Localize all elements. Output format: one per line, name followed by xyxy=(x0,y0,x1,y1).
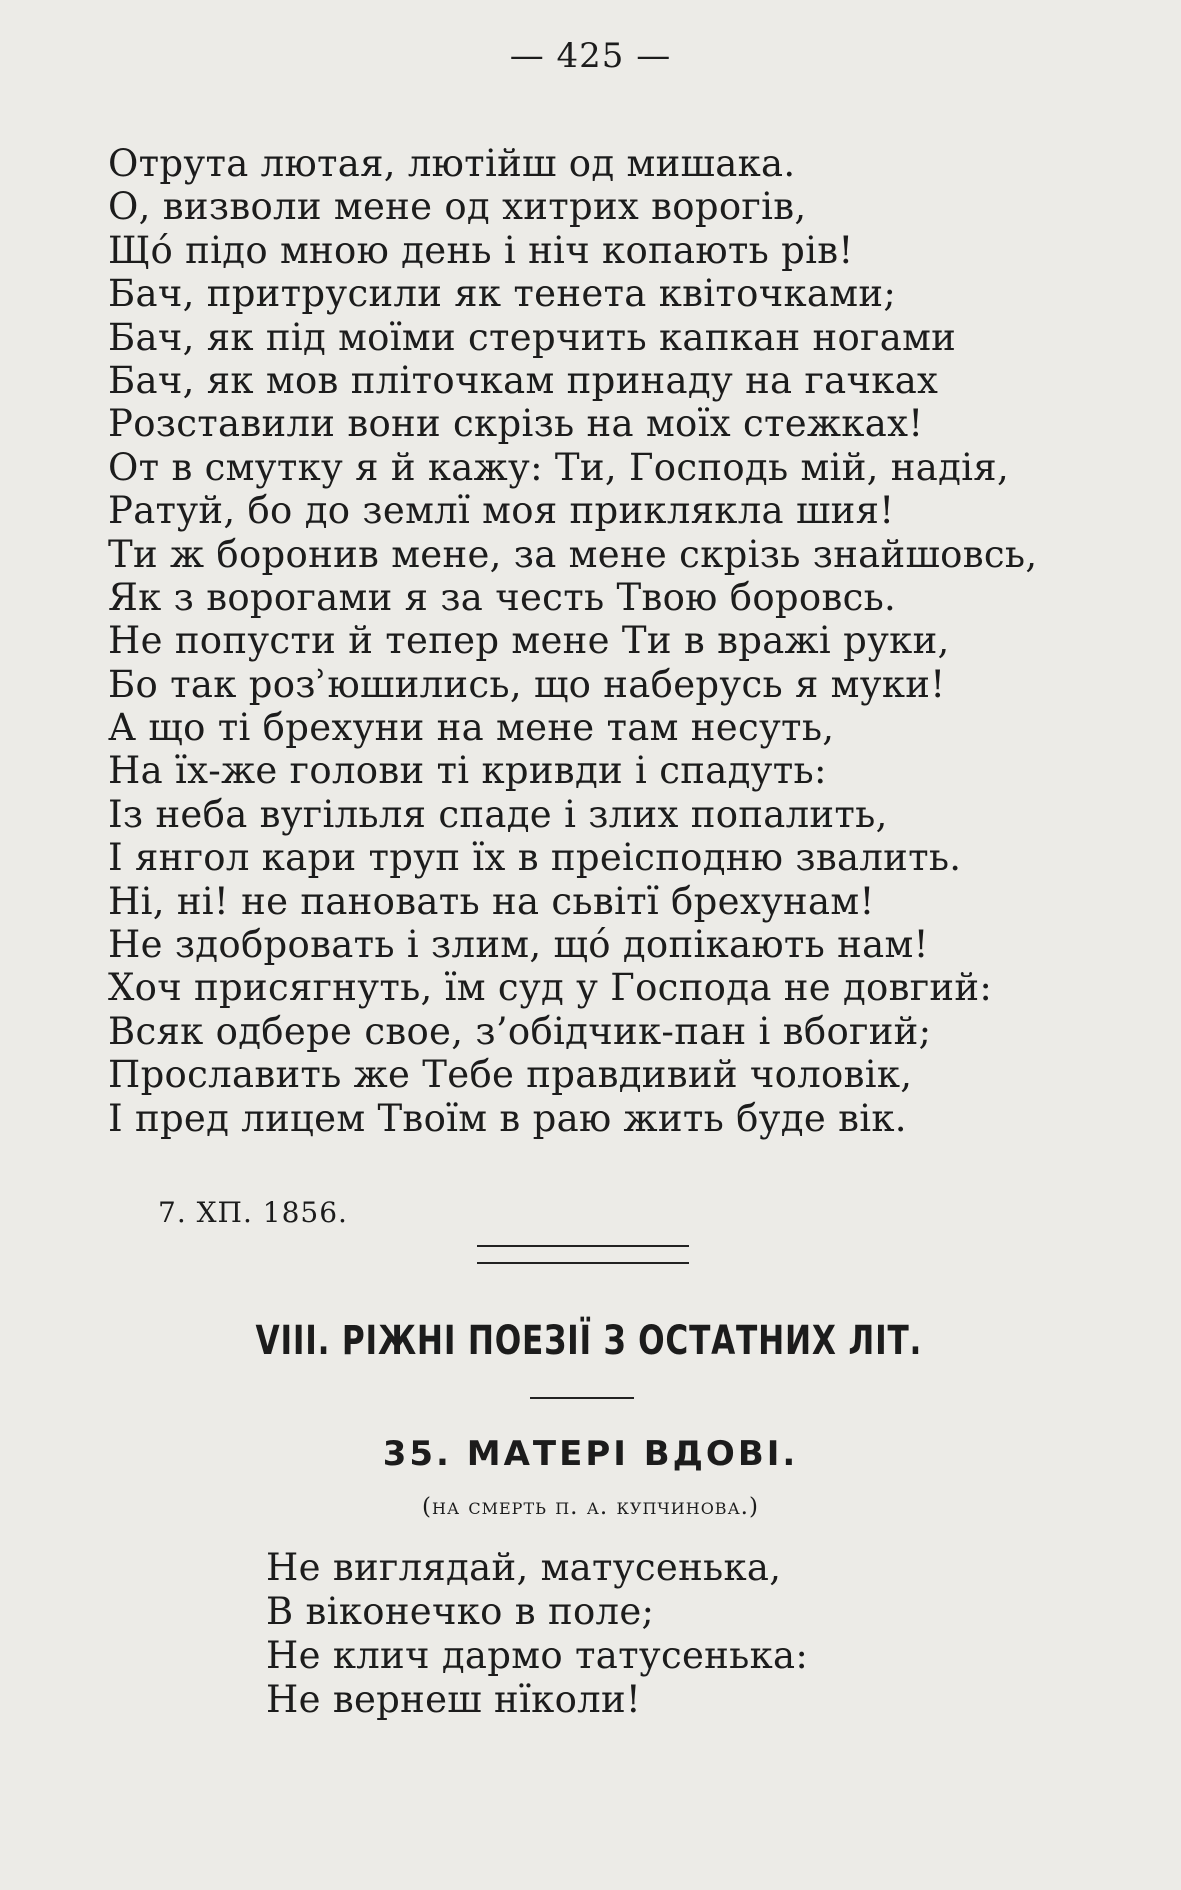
section-title: VIII. РІЖНІ ПОЕЗІЇ З ОСТАТНИХ ЛІТ. xyxy=(255,1318,923,1364)
poem-line: Бач, притрусили як тенета квіточками; xyxy=(108,272,897,316)
poem-line: Із неба вугільля спаде і злих попалить, xyxy=(108,792,888,836)
poem-line: О, визволи мене од хитрих ворогів, xyxy=(108,185,807,229)
poem-line: Розставили вони скрізь на моїх стежках! xyxy=(108,402,924,446)
poem-line: В віконечко в поле; xyxy=(266,1590,655,1633)
poem-line: Щó підо мною день і ніч копають рів! xyxy=(108,228,854,272)
poem-line: На їх-же голови ті кривди і спадуть: xyxy=(108,749,827,793)
poem-line: І янгол кари труп їх в преісподню звалить. xyxy=(108,836,962,880)
poem-line: Хоч присягнуть, їм суд у Господа не довгий: xyxy=(108,966,993,1010)
poem-line: От в смутку я й кажу: Ти, Господь мій, надія, xyxy=(108,445,1010,489)
poem-line: Ні, ні! не пановать на сьвітї брехунам! xyxy=(108,879,875,923)
poem-line: Прославить же Тебе правдивий чоловік, xyxy=(108,1053,913,1097)
poem-line: Не виглядай, матусенька, xyxy=(266,1546,782,1589)
poem-line: А що ті брехуни на мене там несуть, xyxy=(108,706,835,750)
poem-line: Бач, як під моїми стерчить капкан ногами xyxy=(108,315,957,359)
poem-date: 7. ХП. 1856. xyxy=(158,1196,348,1229)
poem-line: Як з ворогами я за честь Твою боровсь. xyxy=(108,575,897,619)
poem-line: Бо так розʾюшились, що наберусь я муки! xyxy=(108,662,946,706)
poem-title: 35. МАТЕРІ ВДОВІ. xyxy=(382,1434,799,1474)
poem-line: І пред лицем Твоїм в раю жить буде вік. xyxy=(108,1096,907,1140)
poem-line: Не здобровать і злим, щó допікають нам! xyxy=(108,923,929,967)
poem-line: Отрута лютая, лютійш од мишака. xyxy=(108,142,796,185)
poem-continuation xyxy=(108,142,1108,1140)
poem-line: Ратуй, бо до землї моя приклякла шия! xyxy=(108,489,895,533)
poem-new xyxy=(266,1546,1066,1722)
poem-subtitle: (на смерть п. а. купчинова.) xyxy=(422,1494,759,1520)
page-number: — 425 — xyxy=(509,36,672,76)
poem-line: Не вернеш нїколи! xyxy=(266,1678,642,1721)
poem-line: Не клич дармо татусенька: xyxy=(266,1634,809,1677)
double-rule-bottom xyxy=(477,1262,689,1264)
poem-line: Не попусти й тепер мене Ти в вражі руки, xyxy=(108,619,950,663)
poem-line: Всяк одбере свое, з’обідчик-пан і вбогий; xyxy=(108,1009,932,1053)
double-rule-top xyxy=(477,1245,689,1247)
section-rule xyxy=(530,1397,634,1399)
poem-line: Бач, як мов пліточкам принаду на гачках xyxy=(108,358,939,402)
poem-line: Ти ж боронив мене, за мене скрізь знайшовсь, xyxy=(108,532,1038,576)
